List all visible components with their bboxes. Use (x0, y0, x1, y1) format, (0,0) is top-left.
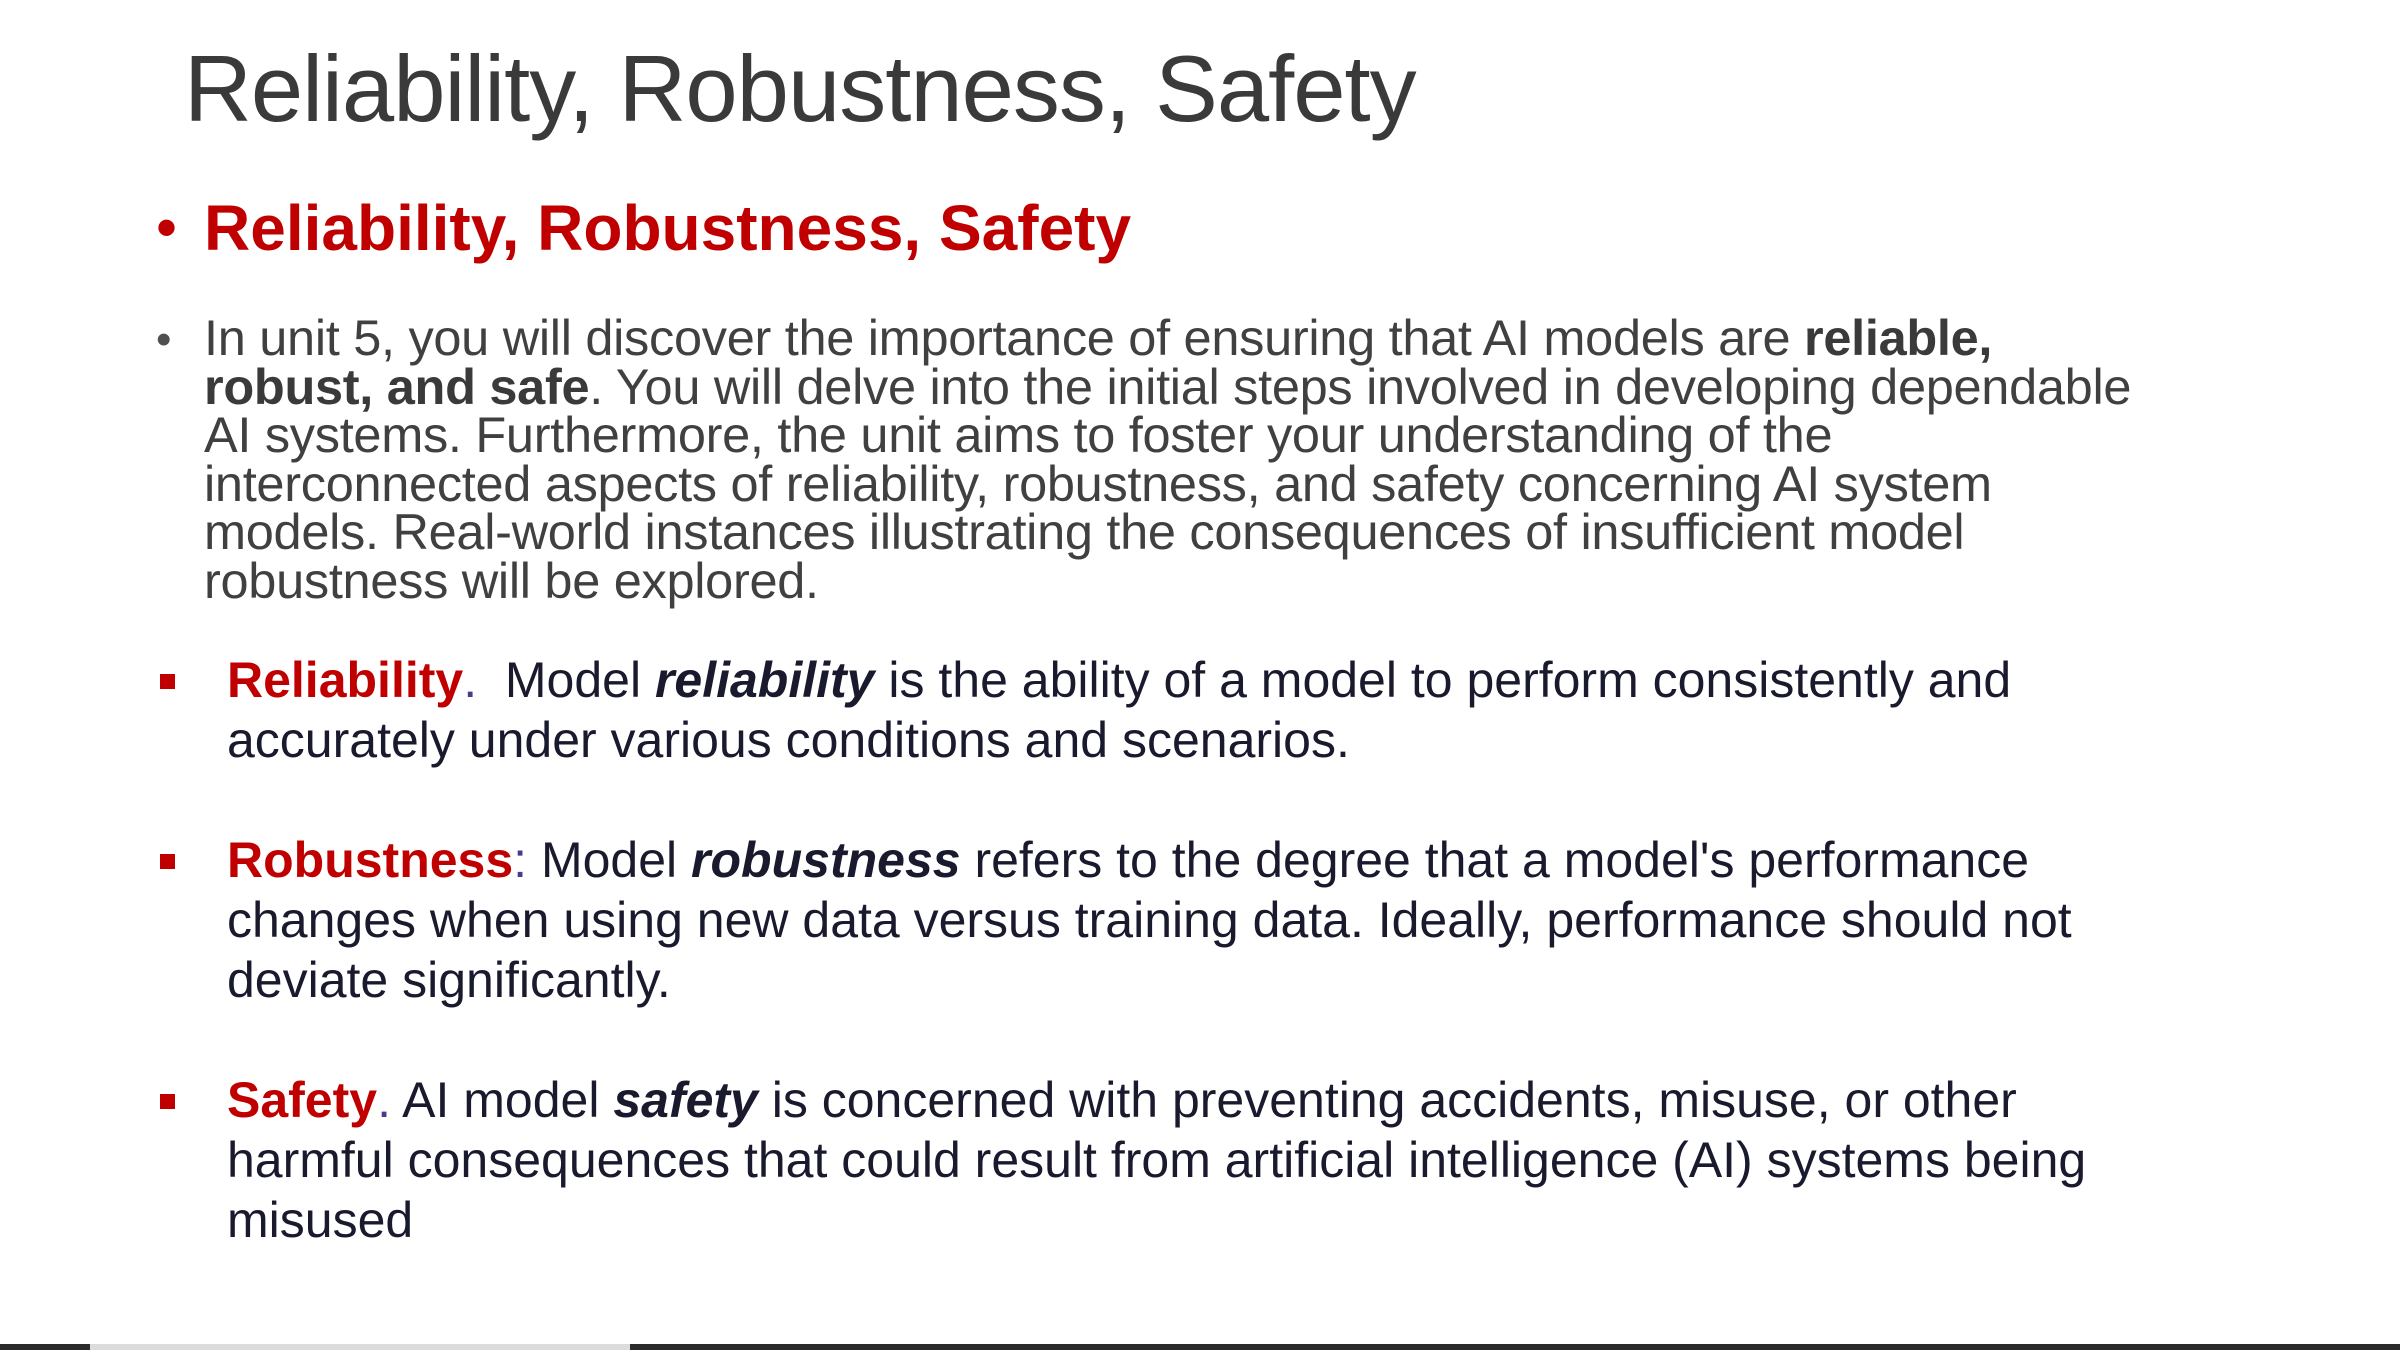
slide-title: Reliability, Robustness, Safety (184, 36, 1416, 141)
definition-rest: is the ability of a model to perform consistently and accurately under various conditions and scenarios. (227, 652, 2012, 768)
intro-bullet (156, 309, 2156, 609)
definition-lead: Model (527, 832, 692, 888)
definition-rest: refers to the degree that a model's performance changes when using new data versus training data. Ideally, performance should not deviate significantly. (227, 832, 2072, 1008)
list-item-robustness (160, 830, 2160, 1010)
list-item-text (227, 1070, 2160, 1250)
definition-rest: is concerned with preventing accidents, misuse, or other harmful consequences that could result from artificial intelligence (AI) systems being misused (227, 1072, 2087, 1248)
intro-bold-phrase: reliable, robust, and safe (204, 309, 1993, 415)
term-robustness: Robustness (227, 832, 514, 888)
list-item-text (227, 830, 2160, 1010)
bullet-dot-icon: • (156, 315, 172, 364)
square-bullet-icon (160, 674, 175, 689)
heading-bullet (156, 188, 1131, 268)
list-item-safety (160, 1070, 2160, 1250)
square-bullet-icon (160, 1094, 175, 1109)
bullet-dot-icon: • (156, 194, 178, 261)
intro-text-part2: . You will delve into the initial steps involved in developing dependable AI systems. Furthermore, the unit aims to foster your understanding of the interconnected aspects of reliability, robustness, and safety concerning AI system models. Real-world instances illustrating the consequences of insufficient model robustness will be explored. (204, 357, 2132, 609)
intro-paragraph (204, 309, 2156, 609)
list-item-reliability (160, 650, 2160, 770)
video-progress-bar[interactable] (0, 1344, 2400, 1350)
definition-emphasis: reliability (654, 652, 875, 708)
term-punctuation: . (463, 652, 478, 708)
term-punctuation: . (377, 1072, 391, 1128)
definition-lead: AI model (390, 1072, 614, 1128)
square-bullet-icon (160, 854, 175, 869)
list-item-text (227, 650, 2160, 770)
term-reliability: Reliability (227, 652, 464, 708)
definition-lead: Model (477, 652, 655, 708)
definition-emphasis: safety (613, 1072, 758, 1128)
intro-text-part1: In unit 5, you will discover the importance of ensuring that AI models are (204, 309, 1804, 366)
definition-emphasis: robustness (691, 832, 961, 888)
term-safety: Safety (227, 1072, 378, 1128)
progress-buffered-segment (90, 1344, 630, 1350)
heading-bullet-text: Reliability, Robustness, Safety (204, 192, 1132, 264)
term-punctuation: : (513, 832, 528, 888)
